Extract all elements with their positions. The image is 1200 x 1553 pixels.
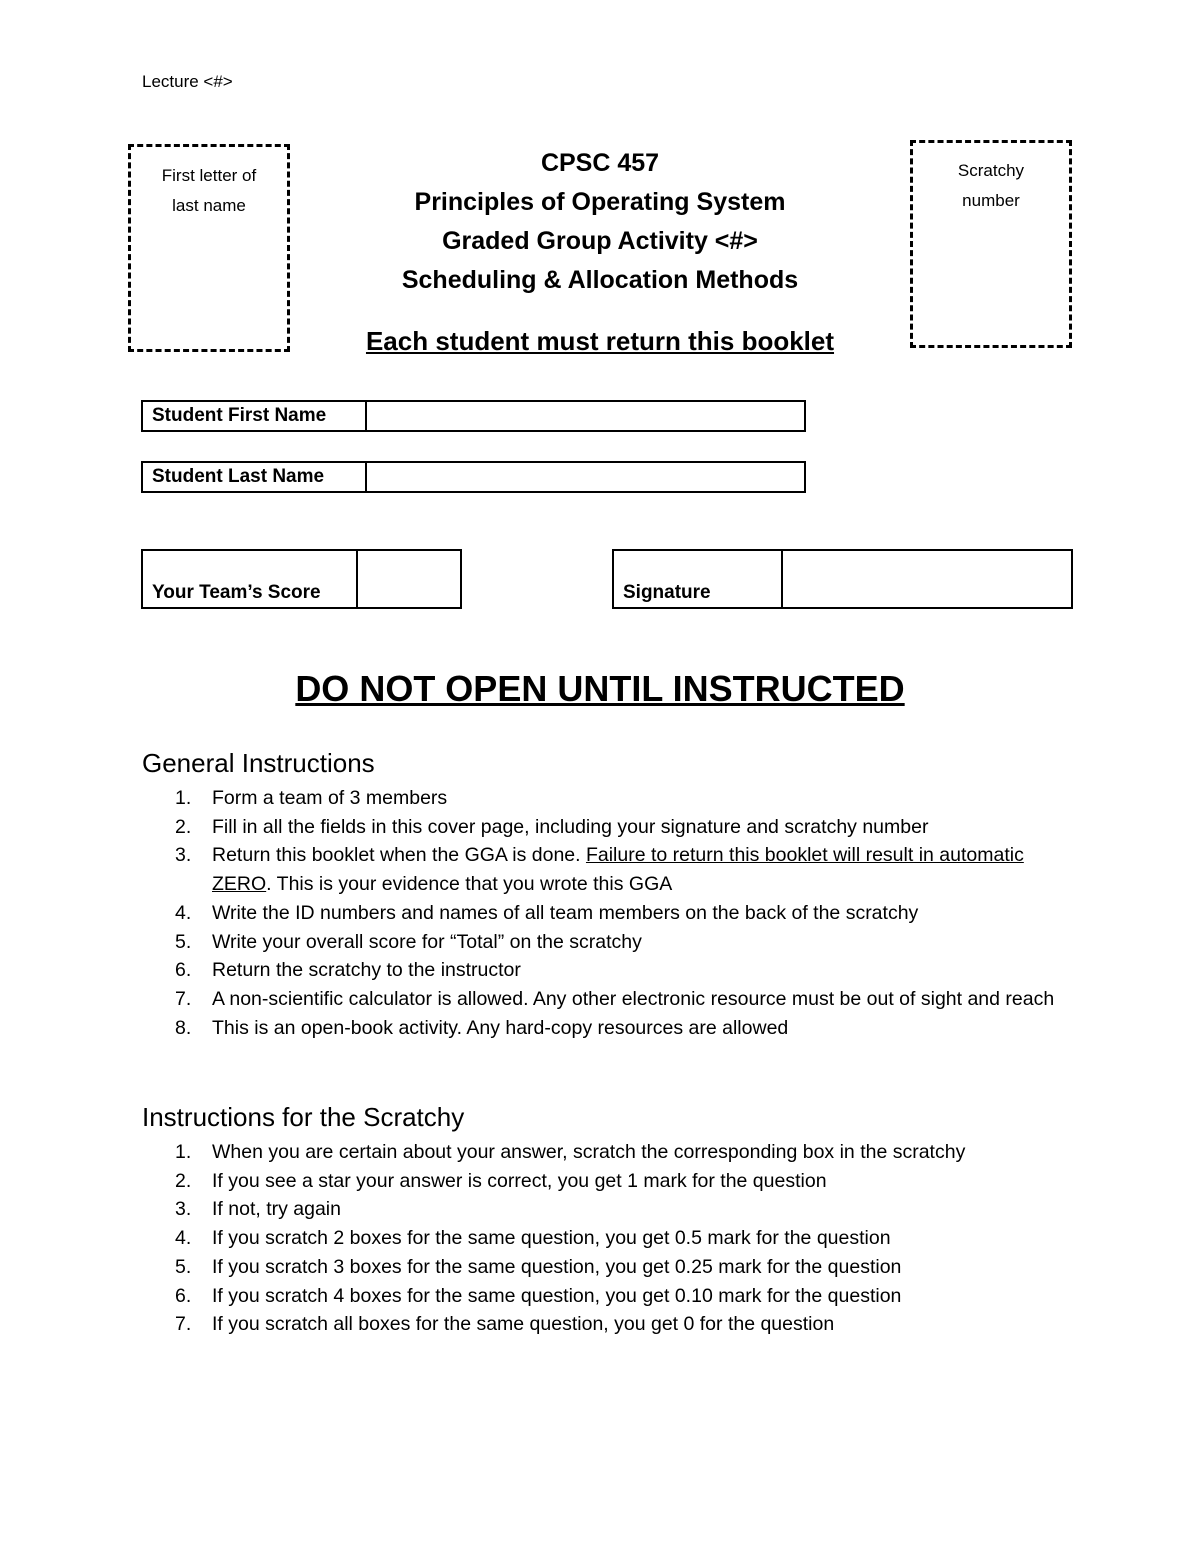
team-score-label: Your Team’s Score: [143, 551, 358, 607]
lecture-header: Lecture <#>: [142, 72, 233, 91]
list-item: 6. Return the scratchy to the instructor: [175, 959, 521, 982]
list-item: 5. If you scratch 3 boxes for the same question, you get 0.25 mark for the question: [175, 1255, 902, 1278]
course-code: CPSC 457: [540, 149, 660, 177]
list-item: 7. A non-scientific calculator is allowed. Any other electronic resource must be out of sight and reach: [175, 987, 1055, 1010]
last-name-field: [141, 461, 806, 493]
return-note: Each student must return this booklet: [365, 326, 835, 356]
first-name-label: Student First Name: [143, 402, 367, 430]
title-block: [340, 144, 860, 300]
signature-field: [612, 549, 1073, 609]
general-instructions-heading: General Instructions: [142, 748, 375, 778]
list-item: 4. If you scratch 2 boxes for the same question, you get 0.5 mark for the question: [175, 1227, 891, 1250]
signature-label: Signature: [614, 551, 783, 607]
general-instructions-list: [142, 784, 1072, 1042]
activity-topic: Scheduling & Allocation Methods: [401, 266, 799, 294]
team-score-input[interactable]: [358, 551, 460, 607]
list-item: 4. Write the ID numbers and names of all team members on the back of the scratchy: [175, 901, 919, 924]
do-not-open-warning: DO NOT OPEN UNTIL INSTRUCTED: [295, 668, 905, 709]
scratchy-number-label-line1: Scratchy: [957, 161, 1025, 180]
list-item: 2. If you see a star your answer is correct, you get 1 mark for the question: [175, 1169, 827, 1192]
last-name-input[interactable]: [367, 463, 804, 491]
zero-warning: Failure to return this booklet will result in automatic ZERO: [212, 844, 1024, 896]
scratchy-number-label-line2: number: [962, 191, 1020, 210]
last-initial-box[interactable]: [128, 144, 290, 352]
first-name-input[interactable]: [367, 402, 804, 430]
list-item: 3. If not, try again: [175, 1198, 341, 1221]
list-item: 2. Fill in all the fields in this cover page, including your signature and scratchy number: [175, 815, 929, 838]
scratchy-number-box[interactable]: [910, 140, 1072, 348]
list-item: 8. This is an open-book activity. Any hard-copy resources are allowed: [175, 1016, 789, 1039]
scratchy-instructions-list: [142, 1138, 1072, 1339]
course-name: Principles of Operating System: [414, 188, 786, 216]
signature-input[interactable]: [783, 551, 1071, 607]
first-name-field: [141, 400, 806, 432]
last-name-label: Student Last Name: [143, 463, 367, 491]
last-initial-label-line1: First letter of: [161, 166, 257, 185]
last-initial-label-line2: last name: [172, 196, 246, 215]
list-item: 1. When you are certain about your answer, scratch the corresponding box in the scratchy: [175, 1141, 966, 1163]
team-score-field: [141, 549, 462, 609]
activity-title: Graded Group Activity <#>: [442, 227, 758, 255]
scratchy-instructions-heading: Instructions for the Scratchy: [142, 1102, 465, 1132]
list-item: 3. Return this booklet when the GGA is done. Failure to return this booklet will result in automatic ZERO. This is your evidence that you wrote this GGA: [175, 844, 1024, 896]
list-item: 1. Form a team of 3 members: [175, 787, 448, 809]
list-item: 5. Write your overall score for “Total” on the scratchy: [175, 930, 642, 953]
list-item: 7. If you scratch all boxes for the same question, you get 0 for the question: [175, 1313, 835, 1336]
list-item: 6. If you scratch 4 boxes for the same question, you get 0.10 mark for the question: [175, 1284, 902, 1307]
